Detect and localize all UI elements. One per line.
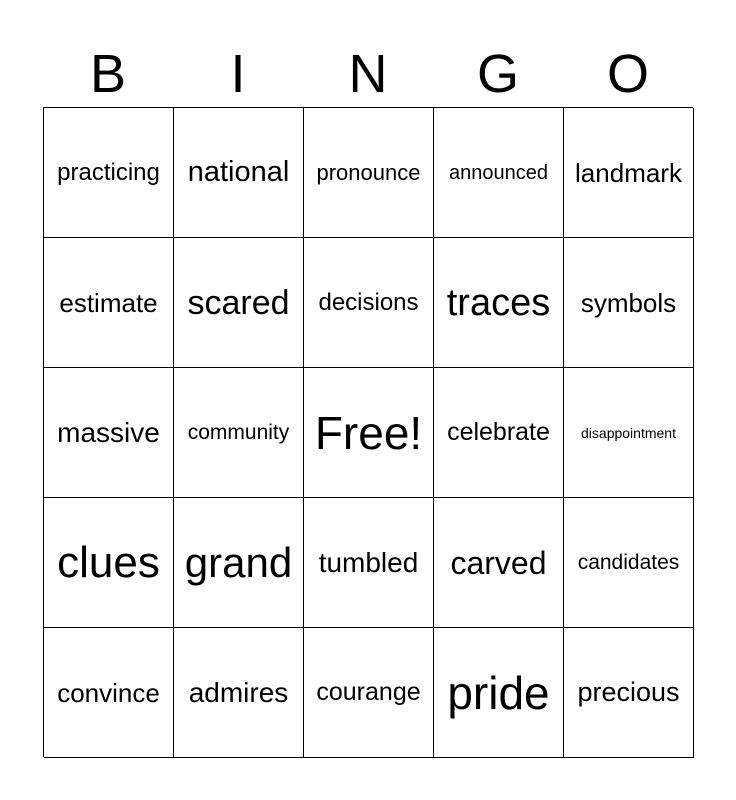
bingo-cell: national xyxy=(174,108,304,238)
bingo-cell: carved xyxy=(434,498,564,628)
bingo-cell: courange xyxy=(304,628,434,758)
bingo-board xyxy=(43,107,693,757)
bingo-cell: landmark xyxy=(564,108,694,238)
free-space: Free! xyxy=(304,368,434,498)
bingo-cell: pride xyxy=(434,628,564,758)
bingo-cell: announced xyxy=(434,108,564,238)
bingo-cell: disappointment xyxy=(564,368,694,498)
bingo-cell: symbols xyxy=(564,238,694,368)
bingo-cell: decisions xyxy=(304,238,434,368)
bingo-cell: grand xyxy=(174,498,304,628)
bingo-cell: candidates xyxy=(564,498,694,628)
bingo-cell: practicing xyxy=(44,108,174,238)
header-letter-i: I xyxy=(230,44,246,104)
header-letter-b: B xyxy=(89,44,127,104)
bingo-cell: community xyxy=(174,368,304,498)
bingo-cell: estimate xyxy=(44,238,174,368)
bingo-header xyxy=(43,42,693,106)
bingo-cell: precious xyxy=(564,628,694,758)
bingo-cell: scared xyxy=(174,238,304,368)
bingo-cell: clues xyxy=(44,498,174,628)
bingo-cell: traces xyxy=(434,238,564,368)
header-letter-n: N xyxy=(348,44,388,104)
bingo-cell: tumbled xyxy=(304,498,434,628)
bingo-cell: pronounce xyxy=(304,108,434,238)
bingo-cell: celebrate xyxy=(434,368,564,498)
header-letter-o: O xyxy=(606,44,649,104)
header-letter-g: G xyxy=(476,44,519,104)
bingo-cell: admires xyxy=(174,628,304,758)
bingo-cell: massive xyxy=(44,368,174,498)
bingo-cell: convince xyxy=(44,628,174,758)
